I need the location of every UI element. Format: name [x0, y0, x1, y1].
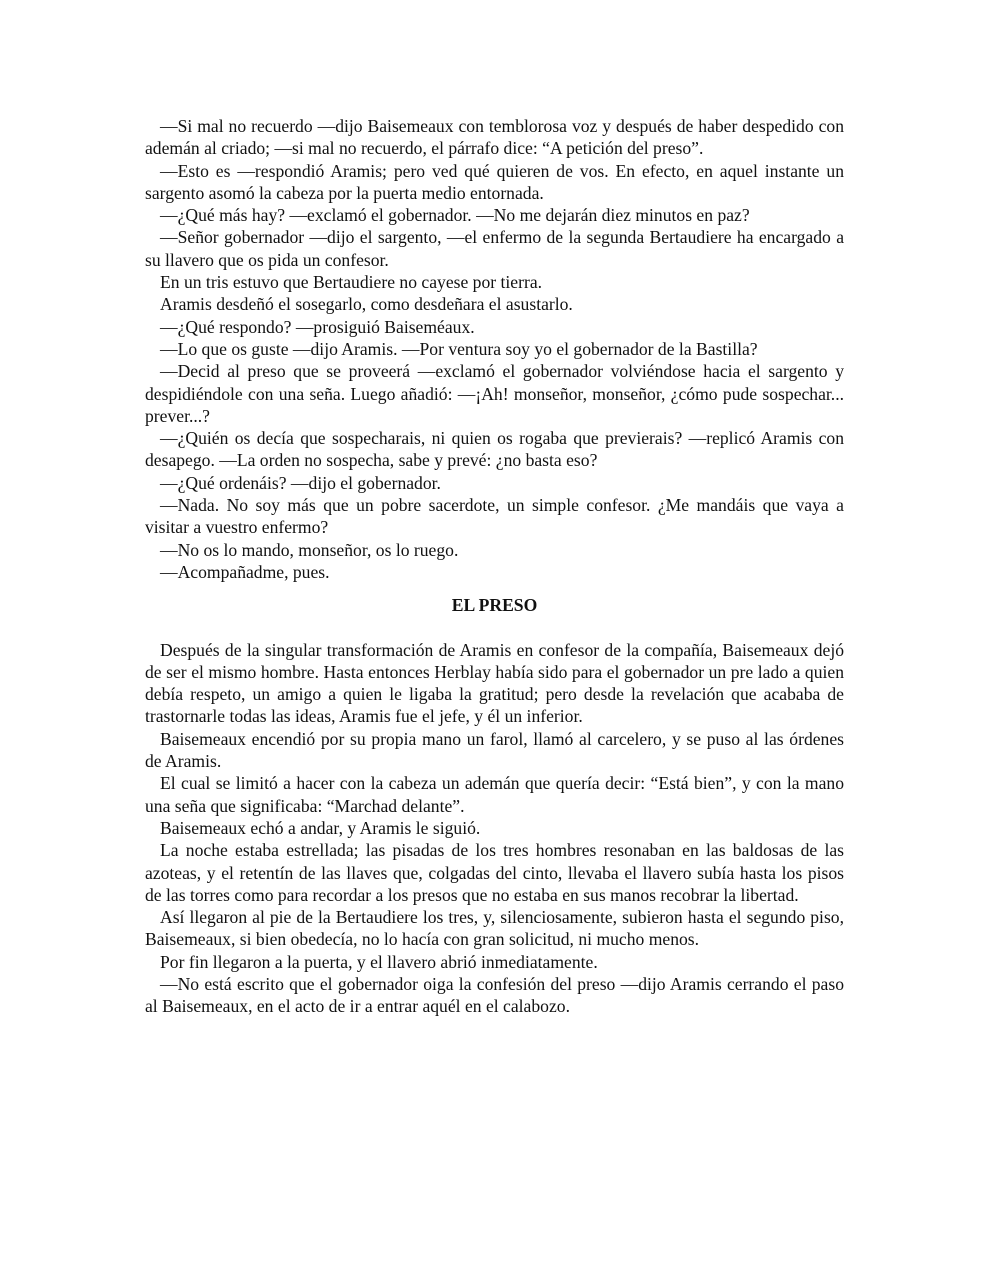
paragraph: Por fin llegaron a la puerta, y el llavero abrió inmediatamente. [160, 951, 598, 972]
document-page [145, 115, 844, 1018]
paragraph: —Decid al preso que se proveerá —exclamó el gobernador volviéndose hacia el sargento y despidiéndole con una seña. Luego añadió: —¡Ah! monseñor, monseñor, ¿cómo pude sospechar... prever...? [145, 361, 844, 426]
paragraph: —¿Qué más hay? —exclamó el gobernador. —No me dejarán diez minutos en paz? [160, 205, 750, 226]
paragraph: La noche estaba estrellada; las pisadas de los tres hombres resonaban en las baldosas de las azoteas, y el retentín de las llaves que, colgadas del cinto, llevaba el llavero subía hasta los pisos de las torres como para recordar a los presos que no estaba en sus manos recobrar la libertad. [145, 840, 844, 905]
paragraph: Aramis desdeñó el sosegarlo, como desdeñara el asustarlo. [160, 294, 573, 315]
paragraph: —Acompañadme, pues. [160, 561, 330, 582]
paragraph: —Esto es —respondió Aramis; pero ved qué quieren de vos. En efecto, en aquel instante un sargento asomó la cabeza por la puerta medio entornada. [145, 160, 844, 203]
paragraph: —¿Qué ordenáis? —dijo el gobernador. [160, 472, 441, 493]
paragraph: —Si mal no recuerdo —dijo Baisemeaux con temblorosa voz y después de haber despedido con ademán al criado; —si mal no recuerdo, el párrafo dice: “A petición del preso”. [145, 116, 844, 159]
paragraph: Así llegaron al pie de la Bertaudiere los tres, y, silenciosamente, subieron hasta el segundo piso, Baisemeaux, si bien obedecía, no lo hacía con gran solicitud, ni mucho menos. [145, 907, 844, 950]
paragraph: —No está escrito que el gobernador oiga la confesión del preso —dijo Aramis cerrando el paso al Baisemeaux, en el acto de ir a entrar aquél en el calabozo. [145, 973, 844, 1017]
paragraph: Baisemeaux echó a andar, y Aramis le siguió. [160, 817, 481, 838]
paragraph: —No os lo mando, monseñor, os lo ruego. [160, 539, 459, 560]
paragraph: —¿Qué respondo? —prosiguió Baiseméaux. [160, 316, 475, 337]
paragraph: Después de la singular transformación de Aramis en confesor de la compañía, Baisemeaux dejó de ser el mismo hombre. Hasta entonces Herblay había sido para el gobernador un pre lado a quien debía respeto, un amigo a quien le ligaba la gratitud; pero desde la revelación que acababa de trastornarle todas las ideas, Aramis fue el jefe, y él un inferior. [145, 639, 844, 727]
paragraph: —Nada. No soy más que un pobre sacerdote, un simple confesor. ¿Me mandáis que vaya a visitar a vuestro enfermo? [145, 495, 844, 538]
chapter-title: EL PRESO [451, 595, 538, 616]
paragraph: —¿Quién os decía que sospecharais, ni quien os rogaba que previerais? —replicó Aramis con desapego. —La orden no sospecha, sabe y prevé: ¿no basta eso? [145, 428, 844, 471]
paragraph: En un tris estuvo que Bertaudiere no cayese por tierra. [160, 272, 543, 293]
paragraph: —Lo que os guste —dijo Aramis. —Por ventura soy yo el gobernador de la Bastilla? [160, 338, 758, 359]
paragraph: —Señor gobernador —dijo el sargento, —el enfermo de la segunda Bertaudiere ha encargado a su llavero que os pida un confesor. [145, 227, 844, 270]
paragraph: Baisemeaux encendió por su propia mano un farol, llamó al carcelero, y se puso al las órdenes de Aramis. [145, 728, 844, 772]
paragraph: El cual se limitó a hacer con la cabeza un ademán que quería decir: “Está bien”, y con la mano una seña que significaba: “Marchad delante”. [145, 773, 844, 816]
